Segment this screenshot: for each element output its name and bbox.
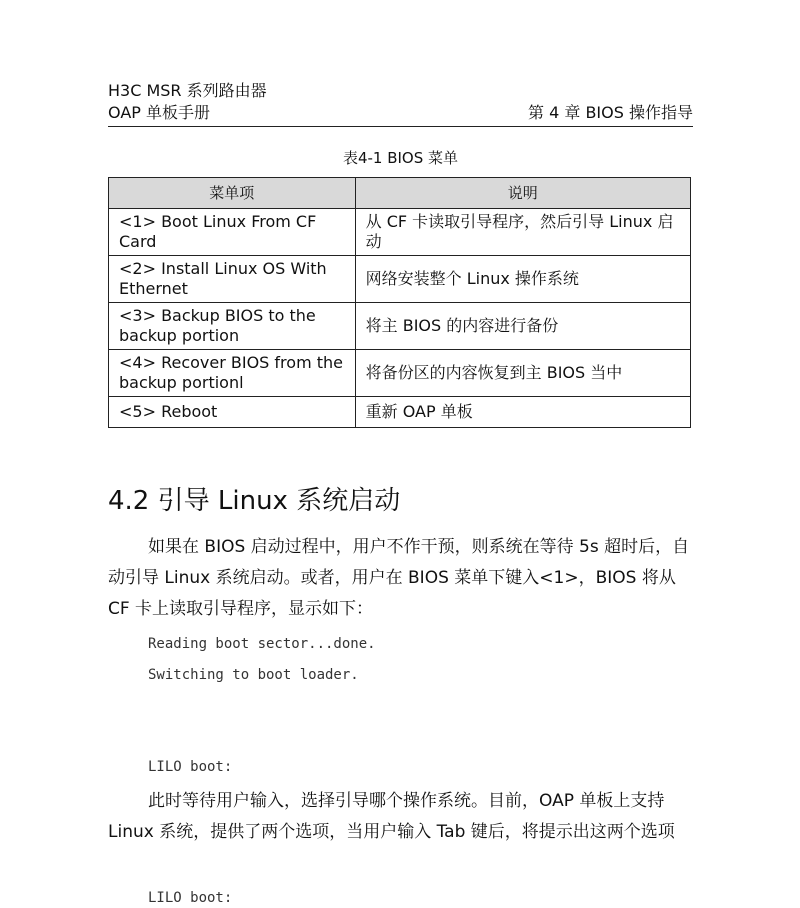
- table-row: [109, 209, 691, 256]
- table-row: [109, 303, 691, 350]
- header-chapter: 第 4 章 BIOS 操作指导: [528, 103, 693, 122]
- description-cell: 将主 BIOS 的内容进行备份: [355, 303, 690, 350]
- menu-item-cell: <2> Install Linux OS With Ethernet: [109, 256, 356, 303]
- header-manual: OAP 单板手册: [108, 103, 210, 122]
- description-cell: 从 CF 卡读取引导程序，然后引导 Linux 启动: [355, 209, 690, 256]
- page-header: [108, 80, 693, 124]
- header-product: H3C MSR 系列路由器: [108, 81, 267, 100]
- menu-item-cell: <3> Backup BIOS to the backup portion: [109, 303, 356, 350]
- header-divider: [108, 126, 693, 127]
- code-line: LILO boot:: [148, 759, 233, 775]
- code-line: Reading boot sector...done.: [148, 636, 376, 652]
- column-header-menu-item: 菜单项: [109, 178, 356, 209]
- code-line: LILO boot:: [148, 890, 233, 906]
- paragraph-boot-intro: 如果在 BIOS 启动过程中，用户不作干预，则系统在等待 5s 超时后，自动引导 Linux 系统启动。或者，用户在 BIOS 菜单下键入<1>，BIOS 将从 CF 卡上读取引导程序，显示如下：: [108, 537, 690, 619]
- paragraph-boot-options: 此时等待用户输入，选择引导哪个操作系统。目前，OAP 单板上支持 Linux 系统，提供了两个选项，当用户输入 Tab 键后，将提示出这两个选项: [108, 791, 675, 842]
- menu-item-cell: <4> Recover BIOS from the backup portionl: [109, 350, 356, 397]
- description-cell: 重新 OAP 单板: [355, 397, 690, 428]
- section-title: 4.2 引导 Linux 系统启动: [108, 486, 401, 516]
- description-cell: 网络安装整个 Linux 操作系统: [355, 256, 690, 303]
- bios-menu-table: [108, 177, 691, 428]
- description-cell: 将备份区的内容恢复到主 BIOS 当中: [355, 350, 690, 397]
- table-row: [109, 256, 691, 303]
- table-row: [109, 397, 691, 428]
- table-row: [109, 350, 691, 397]
- menu-item-cell: <5> Reboot: [109, 397, 356, 428]
- column-header-description: 说明: [355, 178, 690, 209]
- menu-item-cell: <1> Boot Linux From CF Card: [109, 209, 356, 256]
- code-line: Switching to boot loader.: [148, 667, 359, 683]
- table-caption: 表4-1 BIOS 菜单: [342, 149, 459, 167]
- table-header-row: [109, 178, 691, 209]
